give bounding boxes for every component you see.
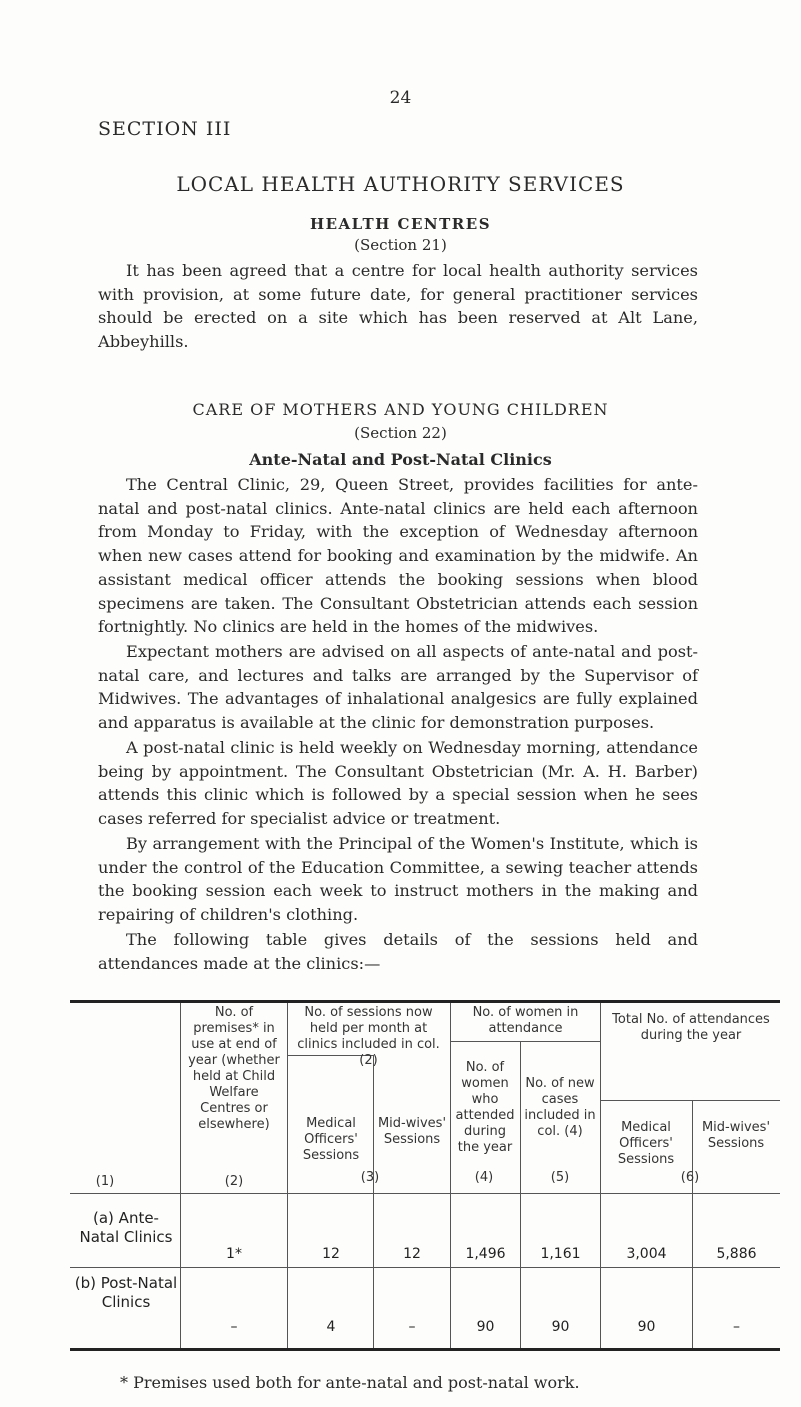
table-cell: – <box>408 1319 416 1335</box>
table-col-divider <box>287 1003 288 1348</box>
col6-header: Total No. of attendances during the year <box>612 1012 770 1043</box>
care-heading: CARE OF MOTHERS AND YOUNG CHILDREN <box>192 400 609 419</box>
table-cell: 1,161 <box>540 1246 581 1262</box>
table-footnote: * Premises used both for ante-natal and post-natal work. <box>120 1373 580 1392</box>
col6b-header: Mid-wives' Sessions <box>701 1120 771 1151</box>
col6-number: (6) <box>680 1170 700 1185</box>
col2-header: No. of premises* in use at end of year (whether held at Child Welfare Centres or elsewhere) <box>188 1005 280 1132</box>
table-cell: 3,004 <box>626 1246 667 1262</box>
col2-number: (2) <box>224 1174 244 1189</box>
table-row-label: (b) Post-Natal Clinics <box>74 1274 178 1311</box>
table-cell: 12 <box>403 1246 421 1262</box>
table-col-divider <box>520 1041 521 1348</box>
table-col-divider <box>373 1055 374 1348</box>
care-paragraph-3: A post-natal clinic is held weekly on Wednesday morning, attendance being by appointment. The Consultant Obstetrician (Mr. A. H. Barber) attends this clinic which is followed by a special session when he sees cases referred for specialist advice or treatment. <box>98 738 698 829</box>
col3-number: (3) <box>360 1170 380 1185</box>
table-cell: 5,886 <box>716 1246 757 1262</box>
table-cell: 4 <box>326 1319 336 1335</box>
health-centres-section: (Section 21) <box>354 236 447 254</box>
clinics-subheading: Ante-Natal and Post-Natal Clinics <box>249 450 552 469</box>
table-col-divider <box>450 1003 451 1348</box>
care-paragraph-5: The following table gives details of the sessions held and attendances made at the clinics:— <box>98 930 698 973</box>
col3b-header: Mid-wives' Sessions <box>377 1116 447 1147</box>
table-cell: 1,496 <box>465 1246 506 1262</box>
women-subheader-rule <box>450 1041 600 1042</box>
col3-header: No. of sessions now held per month at clinics included in col. (2) <box>297 1005 440 1068</box>
table-top-rule <box>70 1000 780 1003</box>
table-row-divider <box>70 1267 780 1268</box>
col4-number: (4) <box>474 1170 494 1185</box>
col3a-header: Medical Officers' Sessions <box>302 1116 360 1163</box>
health-centres-heading: HEALTH CENTRES <box>309 215 492 233</box>
table-cell: 90 <box>637 1319 656 1335</box>
page-title: LOCAL HEALTH AUTHORITY SERVICES <box>176 172 625 196</box>
col45-header: No. of women in attendance <box>472 1005 579 1036</box>
table-cell: 12 <box>322 1246 340 1262</box>
attendances-subheader-rule <box>600 1100 780 1101</box>
care-paragraph-1: The Central Clinic, 29, Queen Street, provides facilities for ante-natal and post-natal clinics. Ante-natal clinics are held each afternoon from Monday to Friday, with the exception of Wednesday afternoon when new cases attend for booking and examination by the midwife. An assistant medical officer attends the booking sessions when blood specimens are taken. The Consultant Obstetrician attends each session fortnightly. No clinics are held in the homes of the midwives. <box>98 475 698 637</box>
table-cell: 90 <box>476 1319 495 1335</box>
page-number: 24 <box>389 88 412 108</box>
col1-number: (1) <box>95 1174 115 1189</box>
section-heading: SECTION III <box>98 118 232 140</box>
table-cell: – <box>230 1319 238 1335</box>
col5-header: No. of new cases included in col. (4) <box>524 1076 596 1139</box>
table-col-divider <box>692 1100 693 1348</box>
col4-header: No. of women who attended during the year <box>455 1060 515 1155</box>
care-section: (Section 22) <box>354 424 447 442</box>
care-paragraph-4: By arrangement with the Principal of the Women's Institute, which is under the control of the Education Committee, a sewing teacher attends the booking session each week to instruct mothers in the making and repairing of children's clothing. <box>98 834 698 925</box>
table-bottom-rule <box>70 1348 780 1351</box>
col6a-header: Medical Officers' Sessions <box>617 1120 675 1167</box>
table-row-label: (a) Ante-Natal Clinics <box>79 1209 173 1246</box>
table-cell: – <box>733 1319 740 1335</box>
col5-number: (5) <box>550 1170 570 1185</box>
table-col-divider <box>600 1003 601 1348</box>
table-header-rule <box>70 1193 780 1194</box>
care-paragraph-2: Expectant mothers are advised on all aspects of ante-natal and post-natal care, and lectures and talks are arranged by the Supervisor of Midwives. The advantages of inhalational analgesics are fully explained and apparatus is available at the clinic for demonstration purposes. <box>98 642 698 733</box>
table-cell: 1* <box>226 1246 242 1262</box>
health-centres-paragraph: It has been agreed that a centre for local health authority services with provision, at some future date, for general practitioner services should be erected on a site which has been reserved at Alt Lane, Abbeyhills. <box>98 261 698 352</box>
table-cell: 90 <box>551 1319 570 1335</box>
table-col-divider <box>180 1003 181 1348</box>
